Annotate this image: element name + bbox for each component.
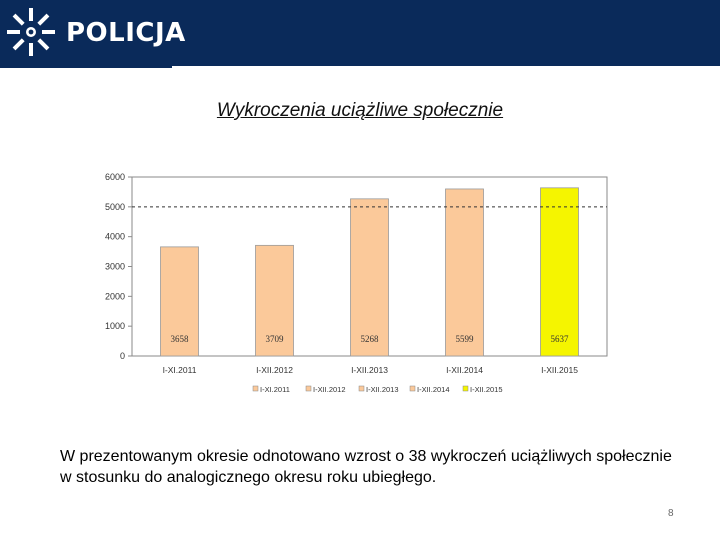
y-tick-label: 4000: [104, 231, 125, 242]
header-underline: [0, 66, 172, 68]
data-label: 3658: [170, 334, 189, 344]
y-tick-label: 6000: [104, 172, 125, 182]
y-tick-label: 0: [119, 351, 125, 361]
bar: [541, 188, 579, 356]
legend-label: I-XII.2013: [366, 385, 399, 394]
x-tick-label: I-XII.2014: [446, 365, 483, 375]
header-bar: [0, 0, 720, 66]
bar: [351, 199, 389, 356]
y-tick-label: 5000: [104, 201, 125, 212]
x-tick-label: I-XII.2012: [256, 365, 293, 375]
bar-chart: [95, 165, 625, 405]
y-tick-label: 2000: [104, 291, 125, 302]
legend-swatch: [410, 386, 415, 391]
x-tick-label: I-XII.2013: [351, 365, 388, 375]
bar: [446, 189, 484, 356]
legend-swatch: [253, 386, 258, 391]
y-tick-label: 1000: [104, 321, 125, 332]
legend-label: I-XI.2011: [260, 385, 290, 394]
data-label: 5599: [455, 334, 474, 344]
data-label: 5637: [550, 334, 569, 344]
data-label: 3709: [265, 334, 284, 344]
logo-text: POLICJA: [66, 18, 186, 48]
legend-label: I-XII.2014: [417, 385, 450, 394]
x-tick-label: I-XI.2011: [162, 365, 197, 375]
police-star-icon: [5, 6, 57, 58]
legend-swatch: [306, 386, 311, 391]
legend-swatch: [463, 386, 468, 391]
page-number: 8: [668, 508, 674, 519]
slide-title: Wykroczenia uciążliwe społecznie: [216, 100, 504, 121]
legend-label: I-XII.2015: [470, 385, 503, 394]
legend-swatch: [359, 386, 364, 391]
slide-body-text: W prezentowanym okresie odnotowano wzrost o 38 wykroczeń uciążliwych społecznie w stosunku do analogicznego okresu roku ubiegłego.: [60, 448, 672, 486]
legend-label: I-XII.2012: [313, 385, 346, 394]
y-tick-label: 3000: [104, 261, 125, 272]
x-tick-label: I-XII.2015: [541, 365, 578, 375]
data-label: 5268: [360, 334, 379, 344]
